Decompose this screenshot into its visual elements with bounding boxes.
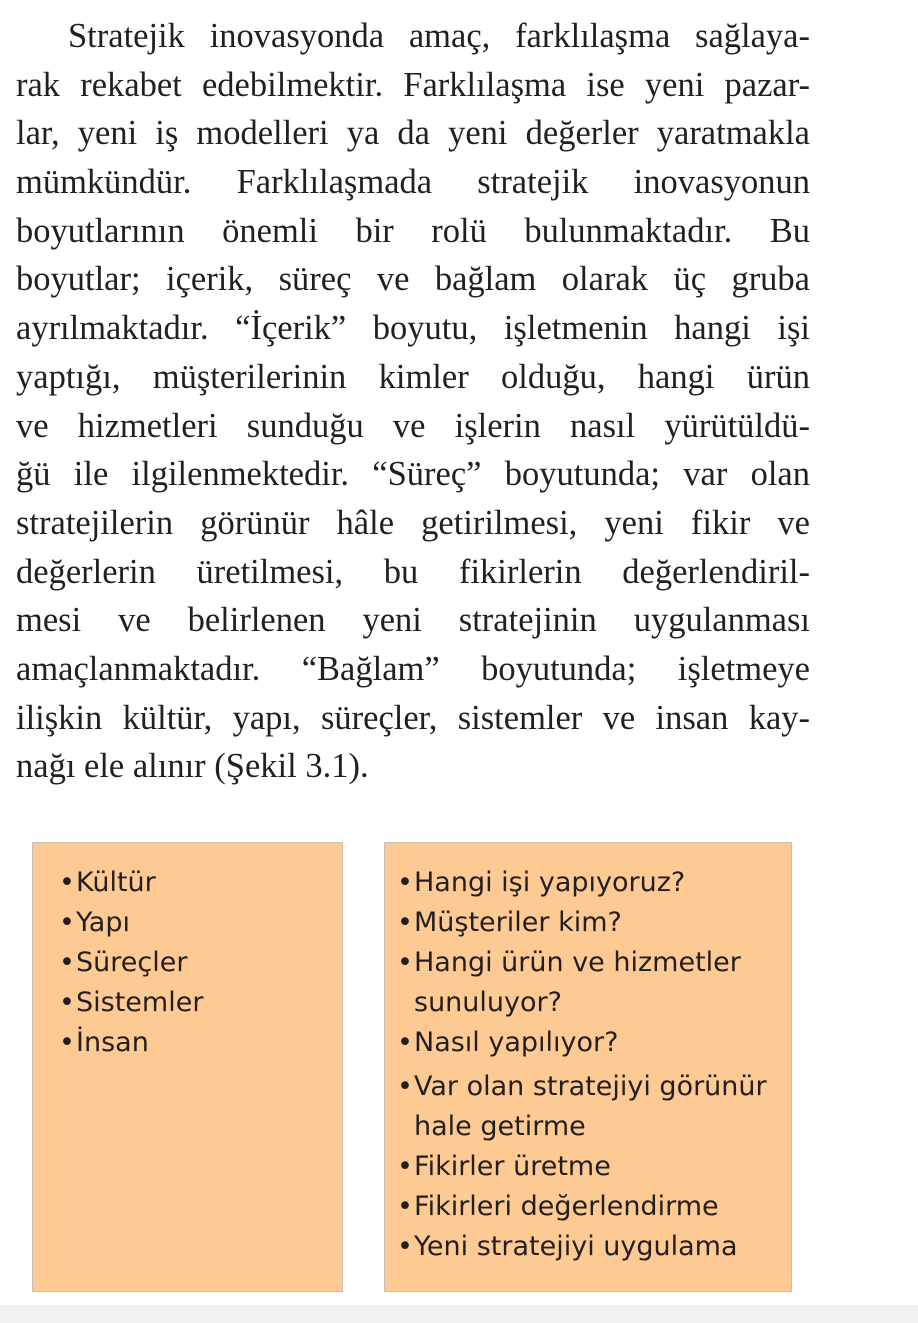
list-item-text: Süreçler — [76, 947, 188, 978]
bullet-icon: • — [397, 1071, 413, 1102]
list-item — [397, 1227, 787, 1267]
context-list — [59, 863, 203, 1063]
bullet-icon: • — [397, 1027, 413, 1058]
list-item-text: hale getirme — [414, 1111, 586, 1142]
list-item — [59, 863, 203, 903]
bullet-icon: • — [59, 907, 75, 938]
list-item — [59, 1023, 203, 1063]
list-item — [397, 1067, 787, 1147]
paragraph-line: ğü ile ilgilenmektedir. “Süreç” boyutunda; var olan — [16, 455, 810, 494]
paragraph-line: mümkündür. Farklılaşmada stratejik inovasyonun — [16, 163, 810, 202]
list-item — [59, 983, 203, 1023]
list-item-text: Hangi işi yapıyoruz? — [414, 867, 686, 898]
list-item — [59, 903, 203, 943]
paragraph-line: boyutlar; içerik, süreç ve bağlam olarak üç gruba — [16, 260, 810, 299]
bullet-icon: • — [397, 947, 413, 978]
list-item-text: İnsan — [76, 1027, 149, 1058]
paragraph-line: değerlerin üretilmesi, bu fikirlerin değerlendiril- — [16, 552, 810, 591]
list-item — [59, 943, 203, 983]
body-paragraph — [16, 12, 810, 791]
paragraph-line: lar, yeni iş modelleri ya da yeni değerler yaratmakla — [16, 114, 810, 153]
bullet-icon: • — [397, 867, 413, 898]
content-process-dimension-box — [384, 842, 792, 1292]
page-bottom-edge — [0, 1305, 918, 1323]
paragraph-line: rak rekabet edebilmektir. Farklılaşma ise yeni pazar- — [16, 65, 810, 104]
list-item — [397, 863, 787, 903]
paragraph-line: amaçlanmaktadır. “Bağlam” boyutunda; işletmeye — [16, 649, 810, 688]
bullet-icon: • — [59, 947, 75, 978]
bullet-icon: • — [59, 987, 75, 1018]
list-item — [397, 943, 787, 1023]
list-item-text: Fikirler üretme — [414, 1151, 611, 1182]
list-item-text: Kültür — [76, 867, 156, 898]
list-item-text: Fikirleri değerlendirme — [414, 1191, 719, 1222]
paragraph-line: mesi ve belirlenen yeni stratejinin uygulanması — [16, 601, 810, 640]
list-item-text: Nasıl yapılıyor? — [414, 1027, 619, 1058]
list-item-text: Yapı — [76, 907, 130, 938]
list-item — [397, 903, 787, 943]
list-item — [397, 1147, 787, 1187]
paragraph-line: boyutlarının önemli bir rolü bulunmaktadır. Bu — [16, 211, 810, 250]
list-item-text: Sistemler — [76, 987, 204, 1018]
paragraph-line: nağı ele alınır (Şekil 3.1). — [16, 747, 369, 786]
list-item-text: Hangi ürün ve hizmetler — [414, 947, 741, 978]
bullet-icon: • — [59, 1027, 75, 1058]
content-process-list — [397, 863, 787, 1267]
context-dimension-box — [32, 842, 343, 1292]
paragraph-line: ilişkin kültür, yapı, süreçler, sistemler ve insan kay- — [16, 698, 810, 737]
bullet-icon: • — [397, 1151, 413, 1182]
paragraph-line: yaptığı, müşterilerinin kimler olduğu, hangi ürün — [16, 357, 810, 396]
list-item-text: Var olan stratejiyi görünür — [414, 1071, 767, 1102]
list-item — [397, 1023, 787, 1063]
paragraph-line: Stratejik inovasyonda amaç, farklılaşma sağlaya- — [68, 17, 810, 55]
list-item-text: Yeni stratejiyi uygulama — [414, 1231, 738, 1262]
bullet-icon: • — [397, 1191, 413, 1222]
list-item-text: Müşteriler kim? — [414, 907, 622, 938]
bullet-icon: • — [59, 867, 75, 898]
paragraph-line: ayrılmaktadır. “İçerik” boyutu, işletmenin hangi işi — [16, 309, 810, 348]
list-item — [397, 1187, 787, 1227]
paragraph-line: stratejilerin görünür hâle getirilmesi, yeni fikir ve — [16, 503, 810, 542]
paragraph-line: ve hizmetleri sunduğu ve işlerin nasıl yürütüldü- — [16, 406, 810, 445]
list-item-text: sunuluyor? — [414, 987, 562, 1018]
bullet-icon: • — [397, 907, 413, 938]
bullet-icon: • — [397, 1231, 413, 1262]
